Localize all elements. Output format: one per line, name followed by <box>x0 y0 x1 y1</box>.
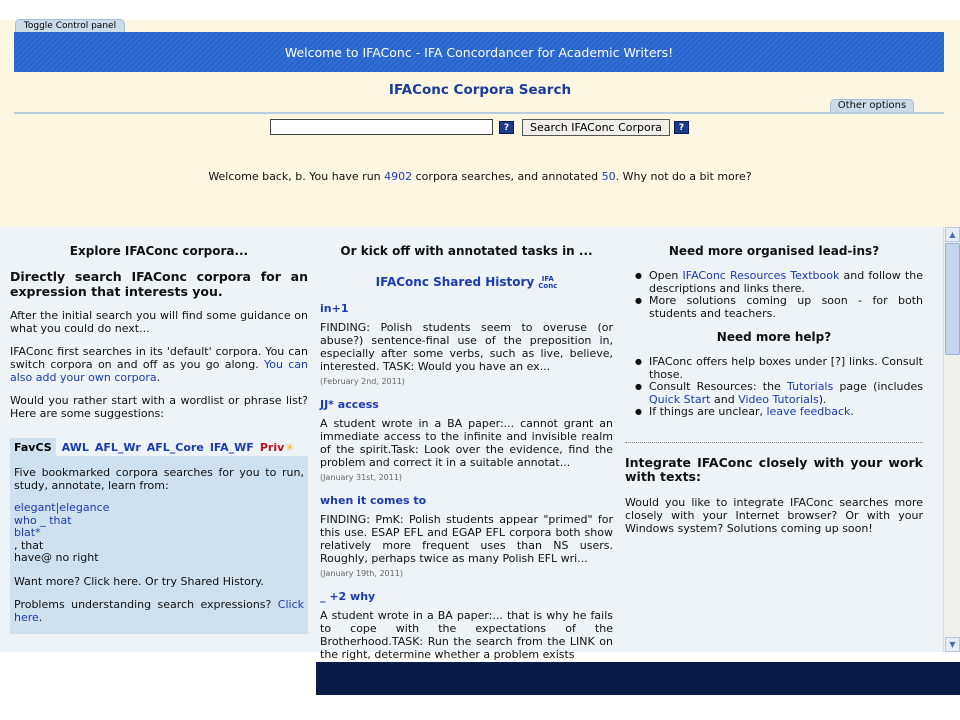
explore-text-part: . <box>156 371 161 384</box>
bottom-bar <box>316 662 960 695</box>
problems-text <box>14 598 304 624</box>
list-text: Consult Resources: the <box>649 380 788 393</box>
task-title-link[interactable]: in+1 <box>320 301 349 315</box>
more-help-heading: Need more help? <box>716 330 832 344</box>
explore-lead: Directly search IFAConc corpora for an expression that interests you. <box>10 269 308 299</box>
scrollbar-thumb[interactable] <box>945 243 960 355</box>
task-date: (February 2nd, 2011) <box>320 376 405 386</box>
list-item: ● IFAConc offers help boxes under [?] links. Consult those. <box>625 356 923 381</box>
logo-bottom: Conc <box>538 281 558 290</box>
divider <box>14 112 944 114</box>
star-icon: ✳ <box>285 440 295 454</box>
list-item: ● More solutions coming up soon - for both students and teachers. <box>625 295 923 320</box>
favorite-search-text: , that <box>14 538 44 552</box>
problems-text-part: Problems understanding search expressions? <box>14 597 278 611</box>
ifaconc-logo-icon <box>538 276 557 290</box>
task-title-link[interactable]: JJ* access <box>320 397 379 411</box>
scrollbar[interactable] <box>943 227 960 652</box>
content-area <box>0 227 943 661</box>
search-input[interactable] <box>270 119 493 135</box>
list-text: ). <box>818 392 827 406</box>
add-corpora-link[interactable]: You can also add your own corpora <box>10 358 308 384</box>
favorite-search-link[interactable]: who _ that <box>14 513 72 527</box>
favorites-intro: Five bookmarked corpora searches for you to run, study, annotate, learn from: <box>14 466 304 492</box>
list-text: and <box>710 392 739 406</box>
task-item <box>320 494 613 578</box>
task-date: (January 19th, 2011) <box>320 568 403 578</box>
tasks-heading: Or kick off with annotated tasks in ... <box>340 244 593 258</box>
logo-top: IFA <box>541 274 554 283</box>
searches-count-link[interactable]: 4902 <box>384 170 413 183</box>
favorites-list <box>14 502 304 565</box>
explore-column <box>10 227 308 634</box>
tab-afl-core[interactable]: AFL_Core <box>146 440 204 454</box>
favorite-search-text: have@ no right <box>14 551 99 564</box>
favorites-box <box>10 438 308 634</box>
list-text: and follow the descriptions and links there. <box>649 269 923 295</box>
task-item <box>320 302 613 386</box>
task-body: A student wrote in a BA paper:... cannot grant an immediate access to the infinite and invisible realm of the spirit.Task: Look over the evidence, find the problem and correct it in a suitable annotat... <box>320 416 613 469</box>
search-title: IFAConc Corpora Search <box>388 82 572 98</box>
other-options-tab[interactable]: Other options <box>830 99 914 112</box>
task-item <box>320 590 613 661</box>
welcome-message <box>0 170 960 183</box>
tasks-column <box>320 227 613 661</box>
scroll-down-icon[interactable]: ▼ <box>945 637 960 652</box>
welcome-text: Welcome back, b. You have run <box>208 170 385 183</box>
tab-awl[interactable]: AWL <box>61 440 89 454</box>
leave-feedback-link[interactable]: leave feedback <box>766 405 851 418</box>
resources-textbook-link[interactable]: IFAConc Resources Textbook <box>682 269 840 282</box>
integrate-text: Would you like to integrate IFAConc searches more closely with your Internet browser? Or with your Windows system? Solutions coming up soon! <box>625 495 923 535</box>
welcome-text: corpora searches, and annotated <box>412 170 602 183</box>
help-list <box>625 356 923 419</box>
task-title-link[interactable]: when it comes to <box>320 493 427 507</box>
list-text: Open <box>649 269 683 282</box>
search-button[interactable]: Search IFAConc Corpora <box>522 119 670 136</box>
tutorials-link[interactable]: Tutorials <box>787 380 834 393</box>
click-here-link[interactable]: Click here <box>14 597 304 624</box>
leadins-heading: Need more organised lead-ins? <box>668 244 880 258</box>
problems-text-part: . <box>38 610 43 624</box>
favorite-search-link[interactable]: elegant|elegance <box>14 501 110 514</box>
banner-text: Welcome to IFAConc - IFA Concordancer for Academic Writers! <box>284 44 674 60</box>
leadins-list <box>625 270 923 320</box>
task-title-link[interactable]: _ +2 why <box>320 589 376 603</box>
list-text: If things are unclear, <box>649 405 767 418</box>
want-more-text: Want more? Click here. Or try Shared History. <box>14 574 264 588</box>
annotated-count-link[interactable]: 50 <box>601 170 616 183</box>
divider <box>625 442 923 443</box>
explore-text: After the initial search you will find some guidance on what you could do next... <box>10 309 308 335</box>
list-item <box>625 381 923 406</box>
tab-priv[interactable]: Priv <box>259 440 285 454</box>
welcome-banner <box>14 32 944 72</box>
task-body: A student wrote in a BA paper:... that is why he fails to cope with the expectations of the Brotherhood.TASK: Run the search from the LINK on the right, determine whether a problem exists <box>320 608 613 661</box>
help-icon[interactable]: ? <box>674 121 689 134</box>
scroll-up-icon[interactable]: ▲ <box>945 227 960 242</box>
leadins-column <box>625 227 923 535</box>
favorite-search-link[interactable]: blat* <box>14 526 41 539</box>
integrate-heading: Integrate IFAConc closely with your work with texts: <box>625 454 923 484</box>
explore-heading: Explore IFAConc corpora... <box>69 244 249 258</box>
tab-ifa-wf[interactable]: IFA_WF <box>209 440 254 454</box>
task-date: (January 31st, 2011) <box>320 472 403 482</box>
list-item <box>625 270 923 295</box>
list-text: . <box>850 405 854 418</box>
list-text: page (includes <box>833 380 923 393</box>
tab-afl-wr[interactable]: AFL_Wr <box>94 440 141 454</box>
list-item <box>625 406 923 419</box>
tab-favcs[interactable]: FavCS <box>10 438 56 457</box>
video-tutorials-link[interactable]: Video Tutorials <box>738 392 819 406</box>
explore-text <box>10 345 308 384</box>
shared-history-link[interactable] <box>320 275 613 290</box>
shared-history-label[interactable]: IFAConc Shared History <box>375 275 535 289</box>
welcome-text: . Why not do a bit more? <box>615 170 752 183</box>
task-body: FINDING: PmK: Polish students appear "primed" for this use. ESAP EFL and EGAP EFL corpora both show relatively more frequent uses than NS users. Roughly, perhaps twice as many Polish EFL wri... <box>320 512 613 565</box>
toggle-control-panel-tab[interactable]: Toggle Control panel <box>15 19 125 32</box>
favorites-tabs <box>10 438 308 456</box>
task-body: FINDING: Polish students seem to overuse (or abuse?) sentence-final use of the preposition in, especially after some verbs, such as live, believe, interested. TASK: Would you have an ex... <box>320 320 613 373</box>
quick-start-link[interactable]: Quick Start <box>649 392 711 406</box>
explore-text: Would you rather start with a wordlist or phrase list? Here are some suggestions: <box>10 394 308 420</box>
explore-text-part: IFAConc first searches in its 'default' corpora. You can switch corpora on and off as you go along. <box>10 345 308 371</box>
help-icon[interactable]: ? <box>499 121 514 134</box>
task-item <box>320 398 613 482</box>
